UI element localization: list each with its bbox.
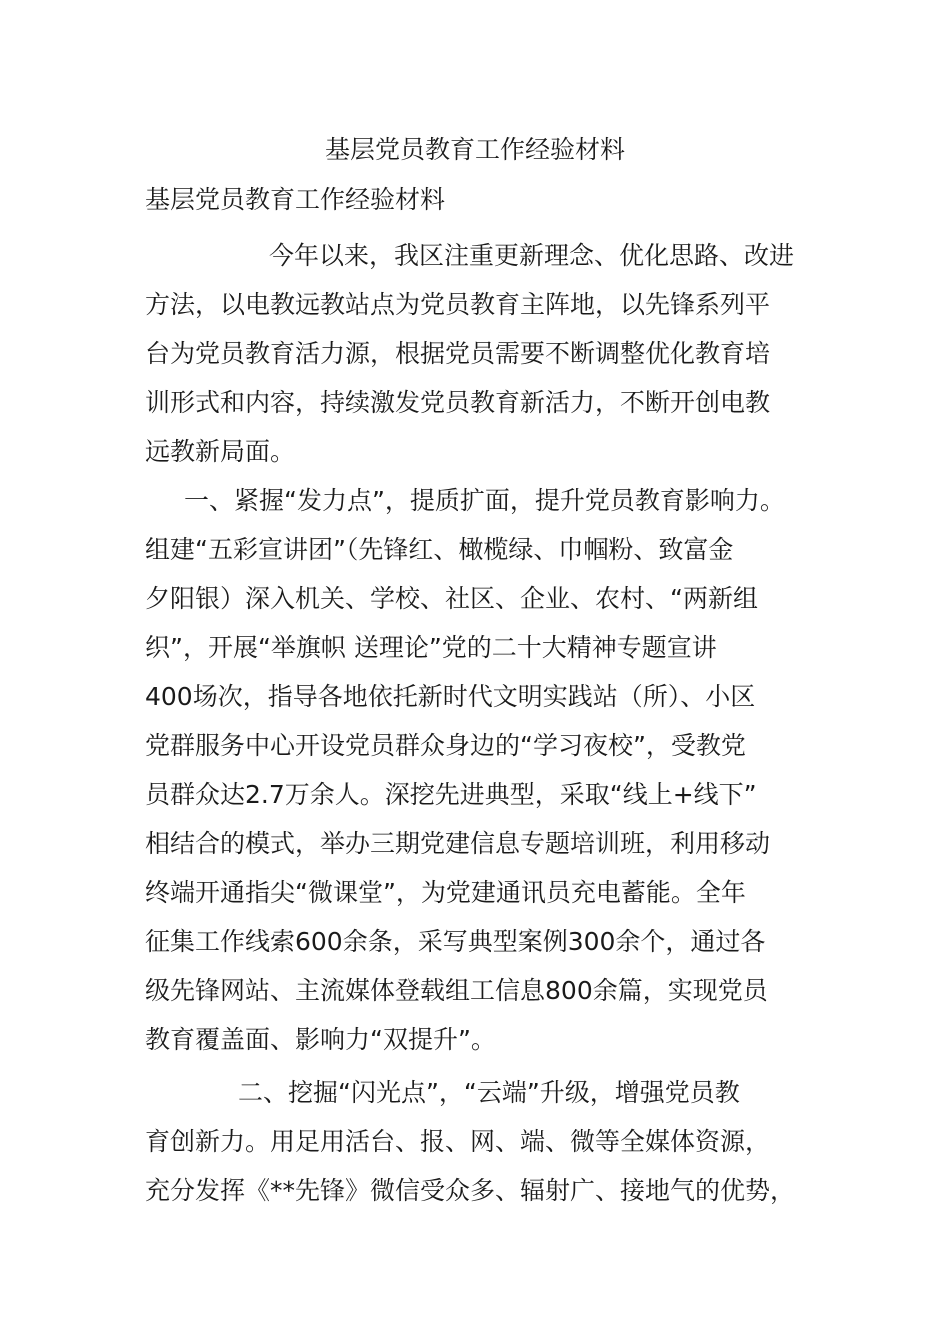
text-line: 织”，开展“举旗帜 送理论”党的二十大精神专题宣讲 <box>145 633 717 662</box>
text-line: 育创新力。用足用活台、报、网、端、微等全媒体资源， <box>145 1127 771 1156</box>
text-line: 方法，以电教远教站点为党员教育主阵地，以先锋系列平 <box>145 290 771 319</box>
section-heading-line: 一、紧握“发力点”，提质扩面，提升党员教育影响力。 <box>184 486 785 515</box>
paragraph-section-one <box>145 476 815 1064</box>
text-line: 级先锋网站、主流媒体登载组工信息800余篇，实现党员 <box>145 976 768 1005</box>
text-line: 组建“五彩宣讲团”（先锋红、橄榄绿、巾帼粉、致富金 <box>145 535 734 564</box>
text-line: 充分发挥《**先锋》微信受众多、辐射广、接地气的优势， <box>145 1176 796 1205</box>
text-line: 党群服务中心开设党员群众身边的“学习夜校”，受教党 <box>145 731 746 760</box>
document-title: 基层党员教育工作经验材料 <box>324 135 625 164</box>
text-line: 训形式和内容，持续激发党员教育新活力，不断开创电教 <box>145 388 771 417</box>
text-line: 夕阳银）深入机关、学校、社区、企业、农村、“两新组 <box>145 584 758 613</box>
document-subtitle: 基层党员教育工作经验材料 <box>145 185 446 214</box>
text-line: 今年以来，我区注重更新理念、优化思路、改进 <box>269 241 795 270</box>
text-line: 征集工作线索600余条，采写典型案例300余个，通过各 <box>145 927 766 956</box>
text-line: 台为党员教育活力源，根据党员需要不断调整优化教育培 <box>145 339 771 368</box>
text-line: 相结合的模式，举办三期党建信息专题培训班，利用移动 <box>145 829 771 858</box>
text-line: 教育覆盖面、影响力“双提升”。 <box>145 1025 496 1054</box>
text-line: 终端开通指尖“微课堂”，为党建通讯员充电蓄能。全年 <box>145 878 746 907</box>
document-body <box>145 231 815 1215</box>
paragraph-section-two <box>145 1068 815 1215</box>
text-line: 员群众达2.7万余人。深挖先进典型，采取“线上+线下” <box>145 780 757 809</box>
section-heading-line: 二、挖掘“闪光点”，“云端”升级，增强党员教 <box>238 1078 740 1107</box>
paragraph-intro <box>145 231 815 476</box>
text-line: 远教新局面。 <box>145 437 296 466</box>
text-line: 400场次，指导各地依托新时代文明实践站（所）、小区 <box>145 682 756 711</box>
